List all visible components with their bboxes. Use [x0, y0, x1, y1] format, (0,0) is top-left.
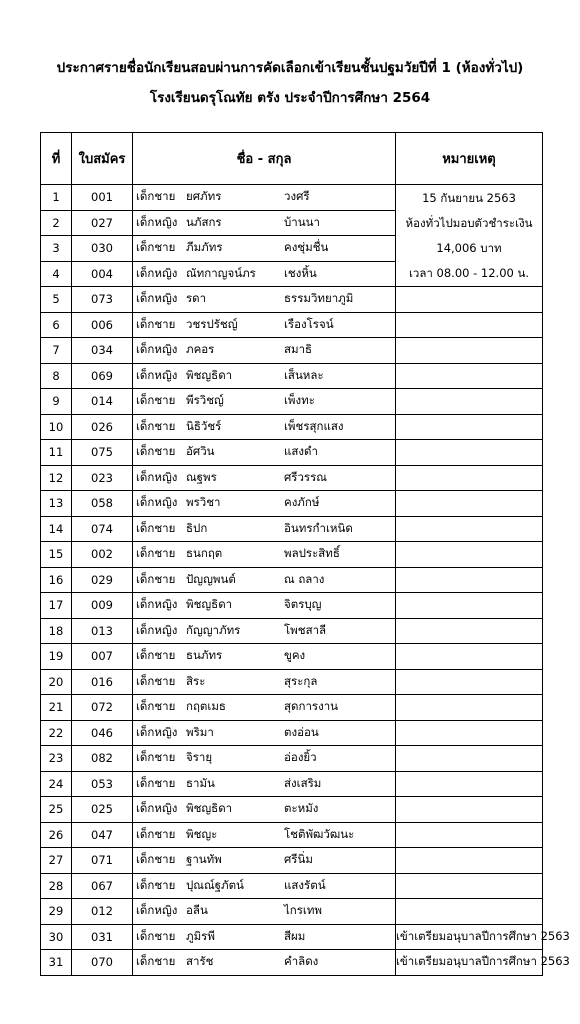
last-name: อินทรกำเหนิด — [284, 520, 353, 535]
first-name: พีรวิชญ์ — [186, 393, 224, 408]
application-number: 067 — [72, 873, 133, 899]
table-row — [41, 746, 543, 772]
column-header-number: ที่ — [41, 133, 72, 185]
student-roster-table — [40, 132, 570, 976]
row-remark — [396, 848, 543, 874]
name-prefix: เด็กหญิง — [136, 265, 178, 280]
row-remark — [396, 542, 543, 568]
name-prefix: เด็กชาย — [136, 775, 176, 790]
first-name: ณัทกาญจน์ภร — [186, 265, 256, 280]
row-remark — [396, 363, 543, 389]
application-number: 001 — [72, 185, 133, 211]
student-name-cell — [133, 669, 396, 695]
application-number: 009 — [72, 593, 133, 619]
last-name: คำลิดง — [284, 954, 319, 969]
name-prefix: เด็กหญิง — [136, 214, 178, 229]
table-row — [41, 338, 543, 364]
first-name: ภคอร — [186, 342, 215, 357]
first-name: พิชญะ — [186, 826, 218, 841]
table-row — [41, 771, 543, 797]
row-remark — [396, 720, 543, 746]
first-name: วชรปรัชญ์ — [186, 316, 238, 331]
name-prefix: เด็กชาย — [136, 750, 176, 765]
last-name: พลประสิทธิ์ — [284, 546, 340, 561]
column-header-application: ใบสมัคร — [72, 133, 133, 185]
last-name: สมาธิ — [284, 342, 313, 357]
student-name-cell — [133, 924, 396, 950]
application-number: 002 — [72, 542, 133, 568]
row-number: 10 — [41, 414, 72, 440]
name-prefix: เด็กชาย — [136, 189, 176, 204]
row-remark — [396, 899, 543, 925]
row-remark — [396, 567, 543, 593]
school-year-subtitle: โรงเรียนดรุโณทัย ตรัง ประจำปีการศึกษา 2564 — [149, 90, 431, 106]
application-number: 029 — [72, 567, 133, 593]
table-row — [41, 440, 543, 466]
application-number: 034 — [72, 338, 133, 364]
first-name: รดา — [186, 291, 207, 306]
application-number: 014 — [72, 389, 133, 415]
table-row — [41, 797, 543, 823]
first-name: อลีน — [186, 903, 208, 918]
first-name: กัญญาภัทร — [186, 622, 241, 637]
name-prefix: เด็กหญิง — [136, 367, 178, 382]
row-number: 22 — [41, 720, 72, 746]
row-remark — [396, 822, 543, 848]
last-name: แสงดำ — [284, 444, 318, 459]
row-number: 14 — [41, 516, 72, 542]
student-name-cell — [133, 491, 396, 517]
application-number: 016 — [72, 669, 133, 695]
row-remark — [396, 873, 543, 899]
student-name-cell — [133, 567, 396, 593]
student-name-cell — [133, 771, 396, 797]
name-prefix: เด็กชาย — [136, 928, 176, 943]
row-remark: เข้าเตรียมอนุบาลปีการศึกษา 2563 — [396, 950, 543, 976]
column-header-remark: หมายเหตุ — [396, 133, 543, 185]
name-prefix: เด็กชาย — [136, 571, 176, 586]
student-name-cell — [133, 465, 396, 491]
table-header-row — [41, 133, 543, 185]
student-name-cell — [133, 746, 396, 772]
student-name-cell — [133, 312, 396, 338]
application-number: 046 — [72, 720, 133, 746]
table-row — [41, 491, 543, 517]
first-name: ณฐพร — [186, 469, 217, 484]
student-name-cell — [133, 542, 396, 568]
row-number: 12 — [41, 465, 72, 491]
first-name: ธามัน — [186, 775, 215, 790]
last-name: ตะหมัง — [284, 801, 319, 816]
student-name-cell — [133, 440, 396, 466]
application-number: 007 — [72, 644, 133, 670]
row-remark — [396, 695, 543, 721]
last-name: โพชสาลี — [284, 622, 327, 637]
student-name-cell — [133, 720, 396, 746]
student-name-cell — [133, 899, 396, 925]
row-number: 17 — [41, 593, 72, 619]
last-name: ขูคง — [284, 648, 306, 663]
table-row — [41, 593, 543, 619]
table-row — [41, 567, 543, 593]
row-number: 2 — [41, 210, 72, 236]
row-remark — [396, 797, 543, 823]
student-name-cell — [133, 822, 396, 848]
first-name: พริมา — [186, 724, 214, 739]
row-number: 24 — [41, 771, 72, 797]
name-prefix: เด็กชาย — [136, 877, 176, 892]
first-name: ฐานทัพ — [186, 852, 222, 867]
row-remark: เข้าเตรียมอนุบาลปีการศึกษา 2563 — [396, 924, 543, 950]
enrollment-payment-note — [396, 185, 543, 287]
student-name-cell — [133, 848, 396, 874]
table-row — [41, 465, 543, 491]
application-number: 004 — [72, 261, 133, 287]
table-row — [41, 848, 543, 874]
name-prefix: เด็กชาย — [136, 826, 176, 841]
row-number: 5 — [41, 287, 72, 313]
last-name: สุดการงาน — [284, 699, 339, 714]
first-name: ปัญญพนต์ — [186, 571, 236, 586]
note-line: 15 กันยายน 2563 — [422, 190, 516, 205]
name-prefix: เด็กหญิง — [136, 724, 178, 739]
name-prefix: เด็กหญิง — [136, 342, 178, 357]
name-prefix: เด็กหญิง — [136, 622, 178, 637]
first-name: สิระ — [186, 673, 206, 688]
row-remark — [396, 465, 543, 491]
student-name-cell — [133, 414, 396, 440]
name-prefix: เด็กชาย — [136, 316, 176, 331]
last-name: ศรีวรรณ — [284, 469, 327, 484]
row-number: 16 — [41, 567, 72, 593]
row-number: 26 — [41, 822, 72, 848]
table-row — [41, 312, 543, 338]
table-row — [41, 873, 543, 899]
row-number: 6 — [41, 312, 72, 338]
last-name: ศรีนิ่ม — [284, 852, 313, 867]
name-prefix: เด็กหญิง — [136, 801, 178, 816]
row-number: 23 — [41, 746, 72, 772]
row-remark — [396, 618, 543, 644]
application-number: 070 — [72, 950, 133, 976]
table-row — [41, 618, 543, 644]
application-number: 075 — [72, 440, 133, 466]
name-prefix: เด็กหญิง — [136, 469, 178, 484]
name-prefix: เด็กชาย — [136, 648, 176, 663]
note-line: ห้องทั่วไปมอบตัวชำระเงิน — [405, 215, 533, 230]
row-number: 30 — [41, 924, 72, 950]
student-name-cell — [133, 797, 396, 823]
application-number: 074 — [72, 516, 133, 542]
row-number: 18 — [41, 618, 72, 644]
last-name: วงศรี — [284, 189, 310, 204]
first-name: พรวิชา — [186, 495, 221, 510]
last-name: ไกรเทพ — [284, 903, 323, 918]
application-number: 026 — [72, 414, 133, 440]
application-number: 082 — [72, 746, 133, 772]
first-name: กฤตเมธ — [186, 699, 226, 714]
table-row — [41, 389, 543, 415]
row-number: 25 — [41, 797, 72, 823]
table-row — [41, 644, 543, 670]
first-name: ปุณณ์ฐภัตน์ — [186, 877, 244, 892]
row-number: 9 — [41, 389, 72, 415]
application-number: 047 — [72, 822, 133, 848]
last-name: ธรรมวิทยาภูมิ — [284, 291, 354, 306]
row-number: 13 — [41, 491, 72, 517]
first-name: ธนภัทร — [186, 648, 223, 663]
row-number: 31 — [41, 950, 72, 976]
first-name: พิชญธิดา — [186, 801, 233, 816]
row-number: 1 — [41, 185, 72, 211]
student-name-cell — [133, 644, 396, 670]
row-number: 28 — [41, 873, 72, 899]
table-row — [41, 363, 543, 389]
last-name: จิตรบุญ — [284, 597, 322, 612]
name-prefix: เด็กหญิง — [136, 495, 178, 510]
student-name-cell — [133, 618, 396, 644]
table-row — [41, 669, 543, 695]
table-row — [41, 542, 543, 568]
student-name-cell — [133, 287, 396, 313]
last-name: สีผม — [284, 928, 306, 943]
last-name: คงชุ่มชื่น — [284, 240, 329, 255]
row-number: 4 — [41, 261, 72, 287]
row-remark — [396, 440, 543, 466]
last-name: เชงหิ้น — [284, 265, 317, 280]
row-number: 8 — [41, 363, 72, 389]
last-name: ตงอ่อน — [284, 724, 319, 739]
first-name: จิรายุ — [186, 750, 213, 765]
first-name: นิธิวัชร์ — [186, 418, 222, 433]
name-prefix: เด็กชาย — [136, 240, 176, 255]
table-row — [41, 899, 543, 925]
row-remark — [396, 771, 543, 797]
student-name-cell — [133, 389, 396, 415]
application-number: 006 — [72, 312, 133, 338]
name-prefix: เด็กชาย — [136, 546, 176, 561]
student-name-cell — [133, 363, 396, 389]
row-number: 21 — [41, 695, 72, 721]
first-name: พิชญธิดา — [186, 597, 233, 612]
student-name-cell — [133, 950, 396, 976]
student-name-cell — [133, 185, 396, 211]
table-body — [41, 185, 570, 976]
application-number: 012 — [72, 899, 133, 925]
first-name: นภัสกร — [186, 214, 222, 229]
application-number: 023 — [72, 465, 133, 491]
last-name: บ้านนา — [284, 214, 320, 229]
row-number: 19 — [41, 644, 72, 670]
table-row — [41, 720, 543, 746]
name-prefix: เด็กหญิง — [136, 903, 178, 918]
row-number: 3 — [41, 236, 72, 262]
first-name: ภีมภัทร — [186, 240, 223, 255]
name-prefix: เด็กชาย — [136, 673, 176, 688]
last-name: คงภักษ์ — [284, 495, 320, 510]
first-name: ยศภัทร — [186, 189, 222, 204]
first-name: ธิปก — [186, 520, 208, 535]
row-number: 7 — [41, 338, 72, 364]
application-number: 072 — [72, 695, 133, 721]
last-name: โชติพัฒวัฒนะ — [284, 826, 355, 841]
last-name: สุระกุล — [284, 673, 318, 688]
last-name: เรืองโรจน์ — [284, 316, 334, 331]
student-name-cell — [133, 210, 396, 236]
row-remark — [396, 593, 543, 619]
last-name: ส่งเสริม — [284, 775, 322, 790]
application-number: 058 — [72, 491, 133, 517]
row-remark — [396, 669, 543, 695]
name-prefix: เด็กชาย — [136, 852, 176, 867]
row-remark — [396, 389, 543, 415]
row-number: 15 — [41, 542, 72, 568]
last-name: เพ็ชรสุกแสง — [284, 418, 344, 433]
student-name-cell — [133, 873, 396, 899]
first-name: ภูมิรพี — [186, 928, 215, 943]
application-number: 030 — [72, 236, 133, 262]
name-prefix: เด็กชาย — [136, 444, 176, 459]
application-number: 069 — [72, 363, 133, 389]
name-prefix: เด็กชาย — [136, 418, 176, 433]
table-row — [41, 287, 543, 313]
table-row — [41, 695, 543, 721]
note-line: เวลา 08.00 - 12.00 น. — [408, 265, 530, 280]
application-number: 071 — [72, 848, 133, 874]
student-name-cell — [133, 593, 396, 619]
student-name-cell — [133, 695, 396, 721]
row-remark — [396, 287, 543, 313]
announcement-title: ประกาศรายชื่อนักเรียนสอบผ่านการคัดเลือกเข้าเรียนชั้นปฐมวัยปีที่ 1 (ห้องทั่วไป) — [56, 60, 524, 76]
note-line: 14,006 บาท — [436, 240, 502, 255]
table-row — [41, 516, 543, 542]
row-remark — [396, 644, 543, 670]
last-name: ณ ถลาง — [284, 571, 325, 586]
table-row — [41, 924, 543, 950]
student-name-cell — [133, 516, 396, 542]
student-name-cell — [133, 261, 396, 287]
row-number: 20 — [41, 669, 72, 695]
last-name: เส็นหละ — [284, 367, 324, 382]
table-row — [41, 950, 543, 976]
first-name: ธนกฤต — [186, 546, 223, 561]
application-number: 073 — [72, 287, 133, 313]
application-number: 027 — [72, 210, 133, 236]
row-number: 27 — [41, 848, 72, 874]
last-name: แสงรัตน์ — [284, 877, 326, 892]
name-prefix: เด็กหญิง — [136, 597, 178, 612]
row-remark — [396, 338, 543, 364]
name-prefix: เด็กชาย — [136, 520, 176, 535]
row-number: 11 — [41, 440, 72, 466]
table-row — [41, 414, 543, 440]
row-remark — [396, 491, 543, 517]
table-row — [41, 822, 543, 848]
name-prefix: เด็กชาย — [136, 393, 176, 408]
last-name: เพ็งทะ — [284, 393, 315, 408]
row-remark — [396, 312, 543, 338]
table-row — [41, 185, 543, 211]
name-prefix: เด็กหญิง — [136, 291, 178, 306]
application-number: 025 — [72, 797, 133, 823]
row-remark — [396, 516, 543, 542]
row-number: 29 — [41, 899, 72, 925]
application-number: 031 — [72, 924, 133, 950]
student-name-cell — [133, 236, 396, 262]
last-name: อ่องยิ้ว — [284, 750, 317, 765]
name-prefix: เด็กชาย — [136, 699, 176, 714]
row-remark — [396, 746, 543, 772]
first-name: พิชญธิดา — [186, 367, 233, 382]
column-header-name: ชื่อ - สกุล — [133, 133, 396, 185]
name-prefix: เด็กชาย — [136, 954, 176, 969]
application-number: 053 — [72, 771, 133, 797]
first-name: สารัช — [186, 954, 214, 969]
row-remark — [396, 414, 543, 440]
student-name-cell — [133, 338, 396, 364]
first-name: อัศวิน — [186, 444, 215, 459]
application-number: 013 — [72, 618, 133, 644]
